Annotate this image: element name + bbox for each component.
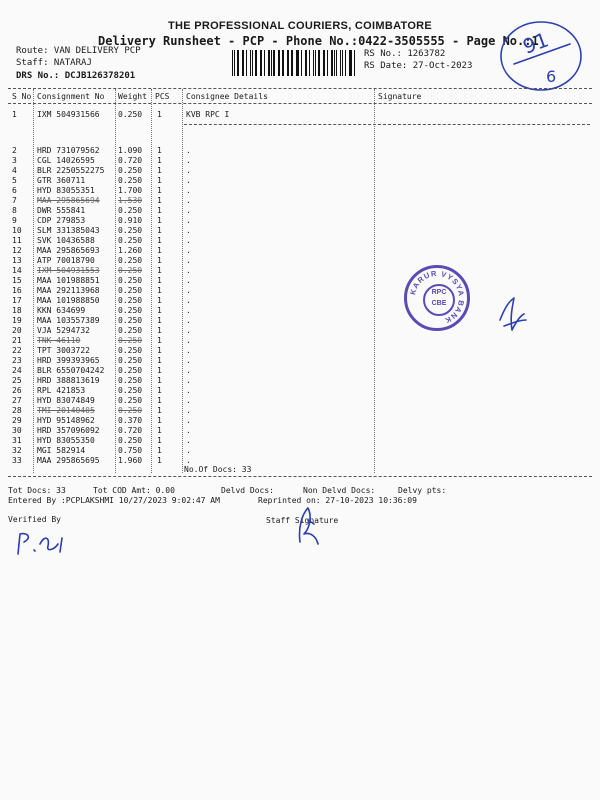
table-row (0, 396, 600, 406)
barcode-bar (309, 50, 310, 76)
weight: 0.250 (118, 436, 143, 445)
table-row (0, 266, 600, 276)
consignment-number: BLR 6550704242 (37, 366, 105, 375)
drs-number: DRS No.: DCJB126378201 (16, 71, 136, 81)
route-label: Route: VAN DELIVERY PCP (16, 46, 141, 56)
consignee-details: . (186, 316, 191, 325)
consignment-number: MAA 101988851 (37, 276, 100, 285)
pieces: 1 (157, 186, 162, 195)
table-top-rule (8, 88, 592, 89)
barcode-bar (291, 50, 292, 76)
barcode-bar (252, 50, 254, 76)
barcode-bar (306, 50, 307, 76)
consignee-details: . (186, 426, 191, 435)
consignment-number: TNK 46110 (37, 336, 81, 345)
consignment-number: HRD 399393965 (37, 356, 100, 365)
entered-by: Entered By :PCPLAKSHMI 10/27/2023 9:02:47 AM (8, 496, 220, 505)
weight: 0.250 (118, 226, 143, 235)
col-header-consignment: Consignment No (37, 92, 105, 101)
pieces: 1 (157, 316, 162, 325)
barcode-bar (287, 50, 288, 76)
consignment-number: RPL 421853 (37, 386, 86, 395)
reprinted-on: Reprinted on: 27-10-2023 10:36:09 (258, 496, 417, 505)
weight: 0.720 (118, 426, 143, 435)
consignment-number: MAA 103557389 (37, 316, 100, 325)
col-header-weight: Weight (118, 92, 147, 101)
table-row (0, 156, 600, 166)
barcode (232, 50, 358, 76)
consignee-details: . (186, 286, 191, 295)
delivery-points: Delvy pts: (398, 486, 447, 495)
consignment-number: HYD 83055350 (37, 436, 95, 445)
consignee-details: . (186, 336, 191, 345)
barcode-bar (350, 50, 352, 76)
weight: 1.960 (118, 456, 143, 465)
col-header-pcs: PCS (155, 92, 170, 101)
bank-stamp (404, 265, 470, 331)
row-sno: 4 (12, 166, 17, 175)
table-row (0, 456, 600, 466)
pieces: 1 (157, 286, 162, 295)
row-sno: 31 (12, 436, 22, 445)
barcode-bar (260, 50, 261, 76)
table-row (0, 226, 600, 236)
col-header-sno: S No (12, 92, 32, 101)
consignment-number: MAA 101988850 (37, 296, 100, 305)
weight: 0.250 (118, 326, 143, 335)
pieces: 1 (157, 406, 162, 415)
consignment-number: BLR 2250552275 (37, 166, 105, 175)
row-sno: 16 (12, 286, 22, 295)
table-row (0, 346, 600, 356)
barcode-bar (282, 50, 284, 76)
weight: 1.260 (118, 246, 143, 255)
consignment-number: GTR 360711 (37, 176, 86, 185)
weight: 0.250 (118, 356, 143, 365)
barcode-bar (342, 50, 343, 76)
row-sno: 11 (12, 236, 22, 245)
weight: 0.250 (118, 406, 143, 415)
consignment-number: KKN 634699 (37, 306, 86, 315)
consignee-details: . (186, 456, 191, 465)
table-row (0, 236, 600, 246)
barcode-bar (354, 50, 355, 76)
stamp-center (423, 284, 455, 316)
consignee-details: . (186, 166, 191, 175)
weight: 1.090 (118, 146, 143, 155)
consignment-number: CDP 279853 (37, 216, 86, 225)
consignment-number: SLM 331385043 (37, 226, 100, 235)
consignee-details: . (186, 216, 191, 225)
row-sno: 5 (12, 176, 17, 185)
consignment-number: CGL 14026595 (37, 156, 95, 165)
pieces: 1 (157, 436, 162, 445)
consignment-number: ATP 70018790 (37, 256, 95, 265)
pieces: 1 (157, 166, 162, 175)
row-sno: 7 (12, 196, 17, 205)
row-sno: 22 (12, 346, 22, 355)
weight: 0.250 (118, 296, 143, 305)
barcode-bar (279, 50, 280, 76)
barcode-bar (315, 50, 317, 76)
barcode-bar (340, 50, 341, 76)
pieces: 1 (157, 256, 162, 265)
row-sno: 24 (12, 366, 22, 375)
row-sno: 29 (12, 416, 22, 425)
pieces: 1 (157, 346, 162, 355)
table-row (0, 206, 600, 216)
table-header-rule (8, 103, 592, 104)
row-sno: 20 (12, 326, 22, 335)
consignment-number: MAA 295865693 (37, 246, 100, 255)
consignee-details: . (186, 266, 191, 275)
pieces: 1 (157, 376, 162, 385)
pieces: 1 (157, 276, 162, 285)
table-row (0, 416, 600, 426)
table-row (0, 446, 600, 456)
consignee-details: . (186, 356, 191, 365)
row-sno: 10 (12, 226, 22, 235)
stamp-bank-name: KARUR VYSYA BANK (408, 268, 467, 326)
barcode-bar (313, 50, 314, 76)
weight: 0.250 (118, 336, 143, 345)
consignment-number: HRD 731079562 (37, 146, 100, 155)
delivered-docs: Delvd Docs: (221, 486, 274, 495)
consignment-number: HYD 83074849 (37, 396, 95, 405)
barcode-bar (255, 50, 256, 76)
consignment-number: TMI 20140405 (37, 406, 95, 415)
row-sno: 27 (12, 396, 22, 405)
row-sno: 12 (12, 246, 22, 255)
table-row (0, 186, 600, 196)
row-sno: 14 (12, 266, 22, 275)
barcode-bar (271, 50, 272, 76)
weight: 0.250 (118, 306, 143, 315)
consignment-number: HRD 357096092 (37, 426, 100, 435)
consignee-details: . (186, 186, 191, 195)
consignment-number: DWR 555841 (37, 206, 86, 215)
pieces: 1 (157, 196, 162, 205)
row-sno: 18 (12, 306, 22, 315)
consignee-details: . (186, 366, 191, 375)
weight: 0.750 (118, 446, 143, 455)
no-of-docs: No.Of Docs: 33 (184, 465, 252, 474)
stamp-cbe: CBE (431, 300, 447, 307)
consignee-details: . (186, 346, 191, 355)
staff-signature-label: Staff Signature (266, 516, 339, 525)
table-row (0, 246, 600, 256)
runsheet-title: Delivery Runsheet - PCP - Phone No.:0422-3505555 - Page No.:1 (98, 34, 539, 48)
table-row (0, 110, 600, 120)
pieces: 1 (157, 366, 162, 375)
row-sno: 19 (12, 316, 22, 325)
pieces: 1 (157, 356, 162, 365)
pieces: 1 (157, 296, 162, 305)
handwritten-number-top: 91 (519, 27, 552, 59)
table-row (0, 166, 600, 176)
company-name: THE PROFESSIONAL COURIERS, COIMBATORE (167, 20, 433, 32)
row-sno: 9 (12, 216, 17, 225)
table-row (0, 366, 600, 376)
barcode-bar (336, 50, 337, 76)
barcode-bar (261, 50, 262, 76)
table-row (0, 376, 600, 386)
consignee-details: . (186, 386, 191, 395)
row-sno: 33 (12, 456, 22, 465)
consignment-number: SVK 10436588 (37, 236, 95, 245)
barcode-bar (323, 50, 324, 76)
pieces: 1 (157, 456, 162, 465)
consignee-details: . (186, 296, 191, 305)
barcode-bar (305, 50, 306, 76)
total-cod-amount: Tot COD Amt: 0.00 (93, 486, 175, 495)
weight: 0.250 (118, 256, 143, 265)
weight: 1.530 (118, 196, 143, 205)
consignee-details: . (186, 416, 191, 425)
table-row (0, 196, 600, 206)
weight: 0.250 (118, 206, 143, 215)
row-sno: 23 (12, 356, 22, 365)
barcode-bar (234, 50, 235, 76)
table-row (0, 276, 600, 286)
table-row (0, 146, 600, 156)
pieces: 1 (157, 146, 162, 155)
consignee-details: . (186, 196, 191, 205)
table-row (0, 426, 600, 436)
pieces: 1 (157, 110, 162, 119)
consignment-number: IXM 504931566 (37, 110, 100, 119)
non-delivered-docs: Non Delvd Docs: (303, 486, 376, 495)
row-sno: 3 (12, 156, 17, 165)
row-sno: 26 (12, 386, 22, 395)
consignment-number: VJA 5294732 (37, 326, 90, 335)
barcode-bar (264, 50, 265, 76)
handwritten-page-mark (496, 14, 586, 94)
consignee-signature (494, 290, 530, 338)
row-sno: 25 (12, 376, 22, 385)
table-row (0, 386, 600, 396)
weight: 0.250 (118, 266, 143, 275)
col-header-consignee: Consignee Details (186, 92, 268, 101)
consignment-number: TPT 3003722 (37, 346, 90, 355)
pieces: 1 (157, 416, 162, 425)
table-row (0, 176, 600, 186)
consignee-details: . (186, 376, 191, 385)
pieces: 1 (157, 266, 162, 275)
barcode-bar (296, 50, 297, 76)
stamp-rpc: RPC (431, 289, 447, 296)
barcode-bar (246, 50, 247, 76)
table-row (0, 256, 600, 266)
row-sno: 13 (12, 256, 22, 265)
barcode-bar (327, 50, 328, 76)
total-docs: Tot Docs: 33 (8, 486, 66, 495)
pieces: 1 (157, 446, 162, 455)
table-row (0, 406, 600, 416)
barcode-bar (288, 50, 289, 76)
staff-label: Staff: NATARAJ (16, 58, 92, 68)
row-sno: 32 (12, 446, 22, 455)
col-header-signature: Signature (378, 92, 422, 101)
verifier-signature (10, 526, 74, 560)
pieces: 1 (157, 306, 162, 315)
handwritten-number-bottom: 6 (546, 67, 557, 86)
consignment-number: HYD 83055351 (37, 186, 95, 195)
barcode-bar (349, 50, 350, 76)
first-row-rule (184, 124, 590, 125)
consignee-details: . (186, 226, 191, 235)
weight: 0.250 (118, 286, 143, 295)
weight: 0.250 (118, 236, 143, 245)
barcode-bar (268, 50, 270, 76)
pieces: 1 (157, 426, 162, 435)
weight: 0.250 (118, 366, 143, 375)
pieces: 1 (157, 396, 162, 405)
consignee-details: . (186, 176, 191, 185)
consignment-number: HRD 388813619 (37, 376, 100, 385)
consignee-details: . (186, 256, 191, 265)
pieces: 1 (157, 176, 162, 185)
consignee-details: . (186, 206, 191, 215)
barcode-bar (232, 50, 233, 76)
pieces: 1 (157, 386, 162, 395)
consignment-number: MAA 292113968 (37, 286, 100, 295)
weight: 0.250 (118, 376, 143, 385)
consignee-details: . (186, 236, 191, 245)
barcode-bar (243, 50, 244, 76)
consignee-details: . (186, 306, 191, 315)
pieces: 1 (157, 226, 162, 235)
consignee-details: . (186, 326, 191, 335)
barcode-bar (250, 50, 251, 76)
consignee-details: . (186, 446, 191, 455)
consignment-number: MAA 295865695 (37, 456, 100, 465)
weight: 0.250 (118, 276, 143, 285)
rs-number: RS No.: 1263782 (364, 49, 446, 59)
consignee-details: . (186, 436, 191, 445)
weight: 0.370 (118, 416, 143, 425)
table-row (0, 216, 600, 226)
pieces: 1 (157, 216, 162, 225)
barcode-bar (237, 50, 239, 76)
row-sno: 8 (12, 206, 17, 215)
barcode-bar (278, 50, 279, 76)
row-sno: 6 (12, 186, 17, 195)
row-sno: 15 (12, 276, 22, 285)
table-row (0, 436, 600, 446)
pieces: 1 (157, 156, 162, 165)
weight: 1.700 (118, 186, 143, 195)
pieces: 1 (157, 326, 162, 335)
weight: 0.720 (118, 156, 143, 165)
consignment-number: IXM 504931553 (37, 266, 100, 275)
consignment-number: MAA 295865694 (37, 196, 100, 205)
weight: 0.250 (118, 346, 143, 355)
barcode-bar (273, 50, 274, 76)
row-sno: 30 (12, 426, 22, 435)
pieces: 1 (157, 336, 162, 345)
consignee-details: . (186, 276, 191, 285)
table-row (0, 356, 600, 366)
staff-signature (288, 502, 328, 550)
row-sno: 28 (12, 406, 22, 415)
row-sno: 2 (12, 146, 17, 155)
weight: 0.910 (118, 216, 143, 225)
consignee-details: . (186, 146, 191, 155)
weight: 0.250 (118, 316, 143, 325)
consignee-details: . (186, 156, 191, 165)
pieces: 1 (157, 236, 162, 245)
consignee-details: . (186, 246, 191, 255)
pieces: 1 (157, 246, 162, 255)
consignee-details: KVB RPC I (186, 110, 230, 119)
consignee-details: . (186, 406, 191, 415)
weight: 0.250 (118, 110, 143, 119)
consignment-number: MGI 582914 (37, 446, 86, 455)
weight: 0.250 (118, 166, 143, 175)
barcode-bar (334, 50, 335, 76)
weight: 0.250 (118, 176, 143, 185)
consignee-details: . (186, 396, 191, 405)
barcode-bar (242, 50, 243, 76)
row-sno: 1 (12, 110, 17, 119)
barcode-bar (324, 50, 325, 76)
consignment-number: HYD 95148962 (37, 416, 95, 425)
rs-date: RS Date: 27-Oct-2023 (364, 61, 473, 71)
barcode-bar (297, 50, 299, 76)
barcode-bar (345, 50, 346, 76)
verified-by-label: Verified By (8, 515, 61, 524)
table-bottom-rule (8, 476, 592, 477)
weight: 0.250 (118, 386, 143, 395)
barcode-bar (301, 50, 302, 76)
barcode-bar (318, 50, 319, 76)
barcode-bar (331, 50, 333, 76)
pieces: 1 (157, 206, 162, 215)
row-sno: 17 (12, 296, 22, 305)
row-sno: 21 (12, 336, 22, 345)
weight: 0.250 (118, 396, 143, 405)
